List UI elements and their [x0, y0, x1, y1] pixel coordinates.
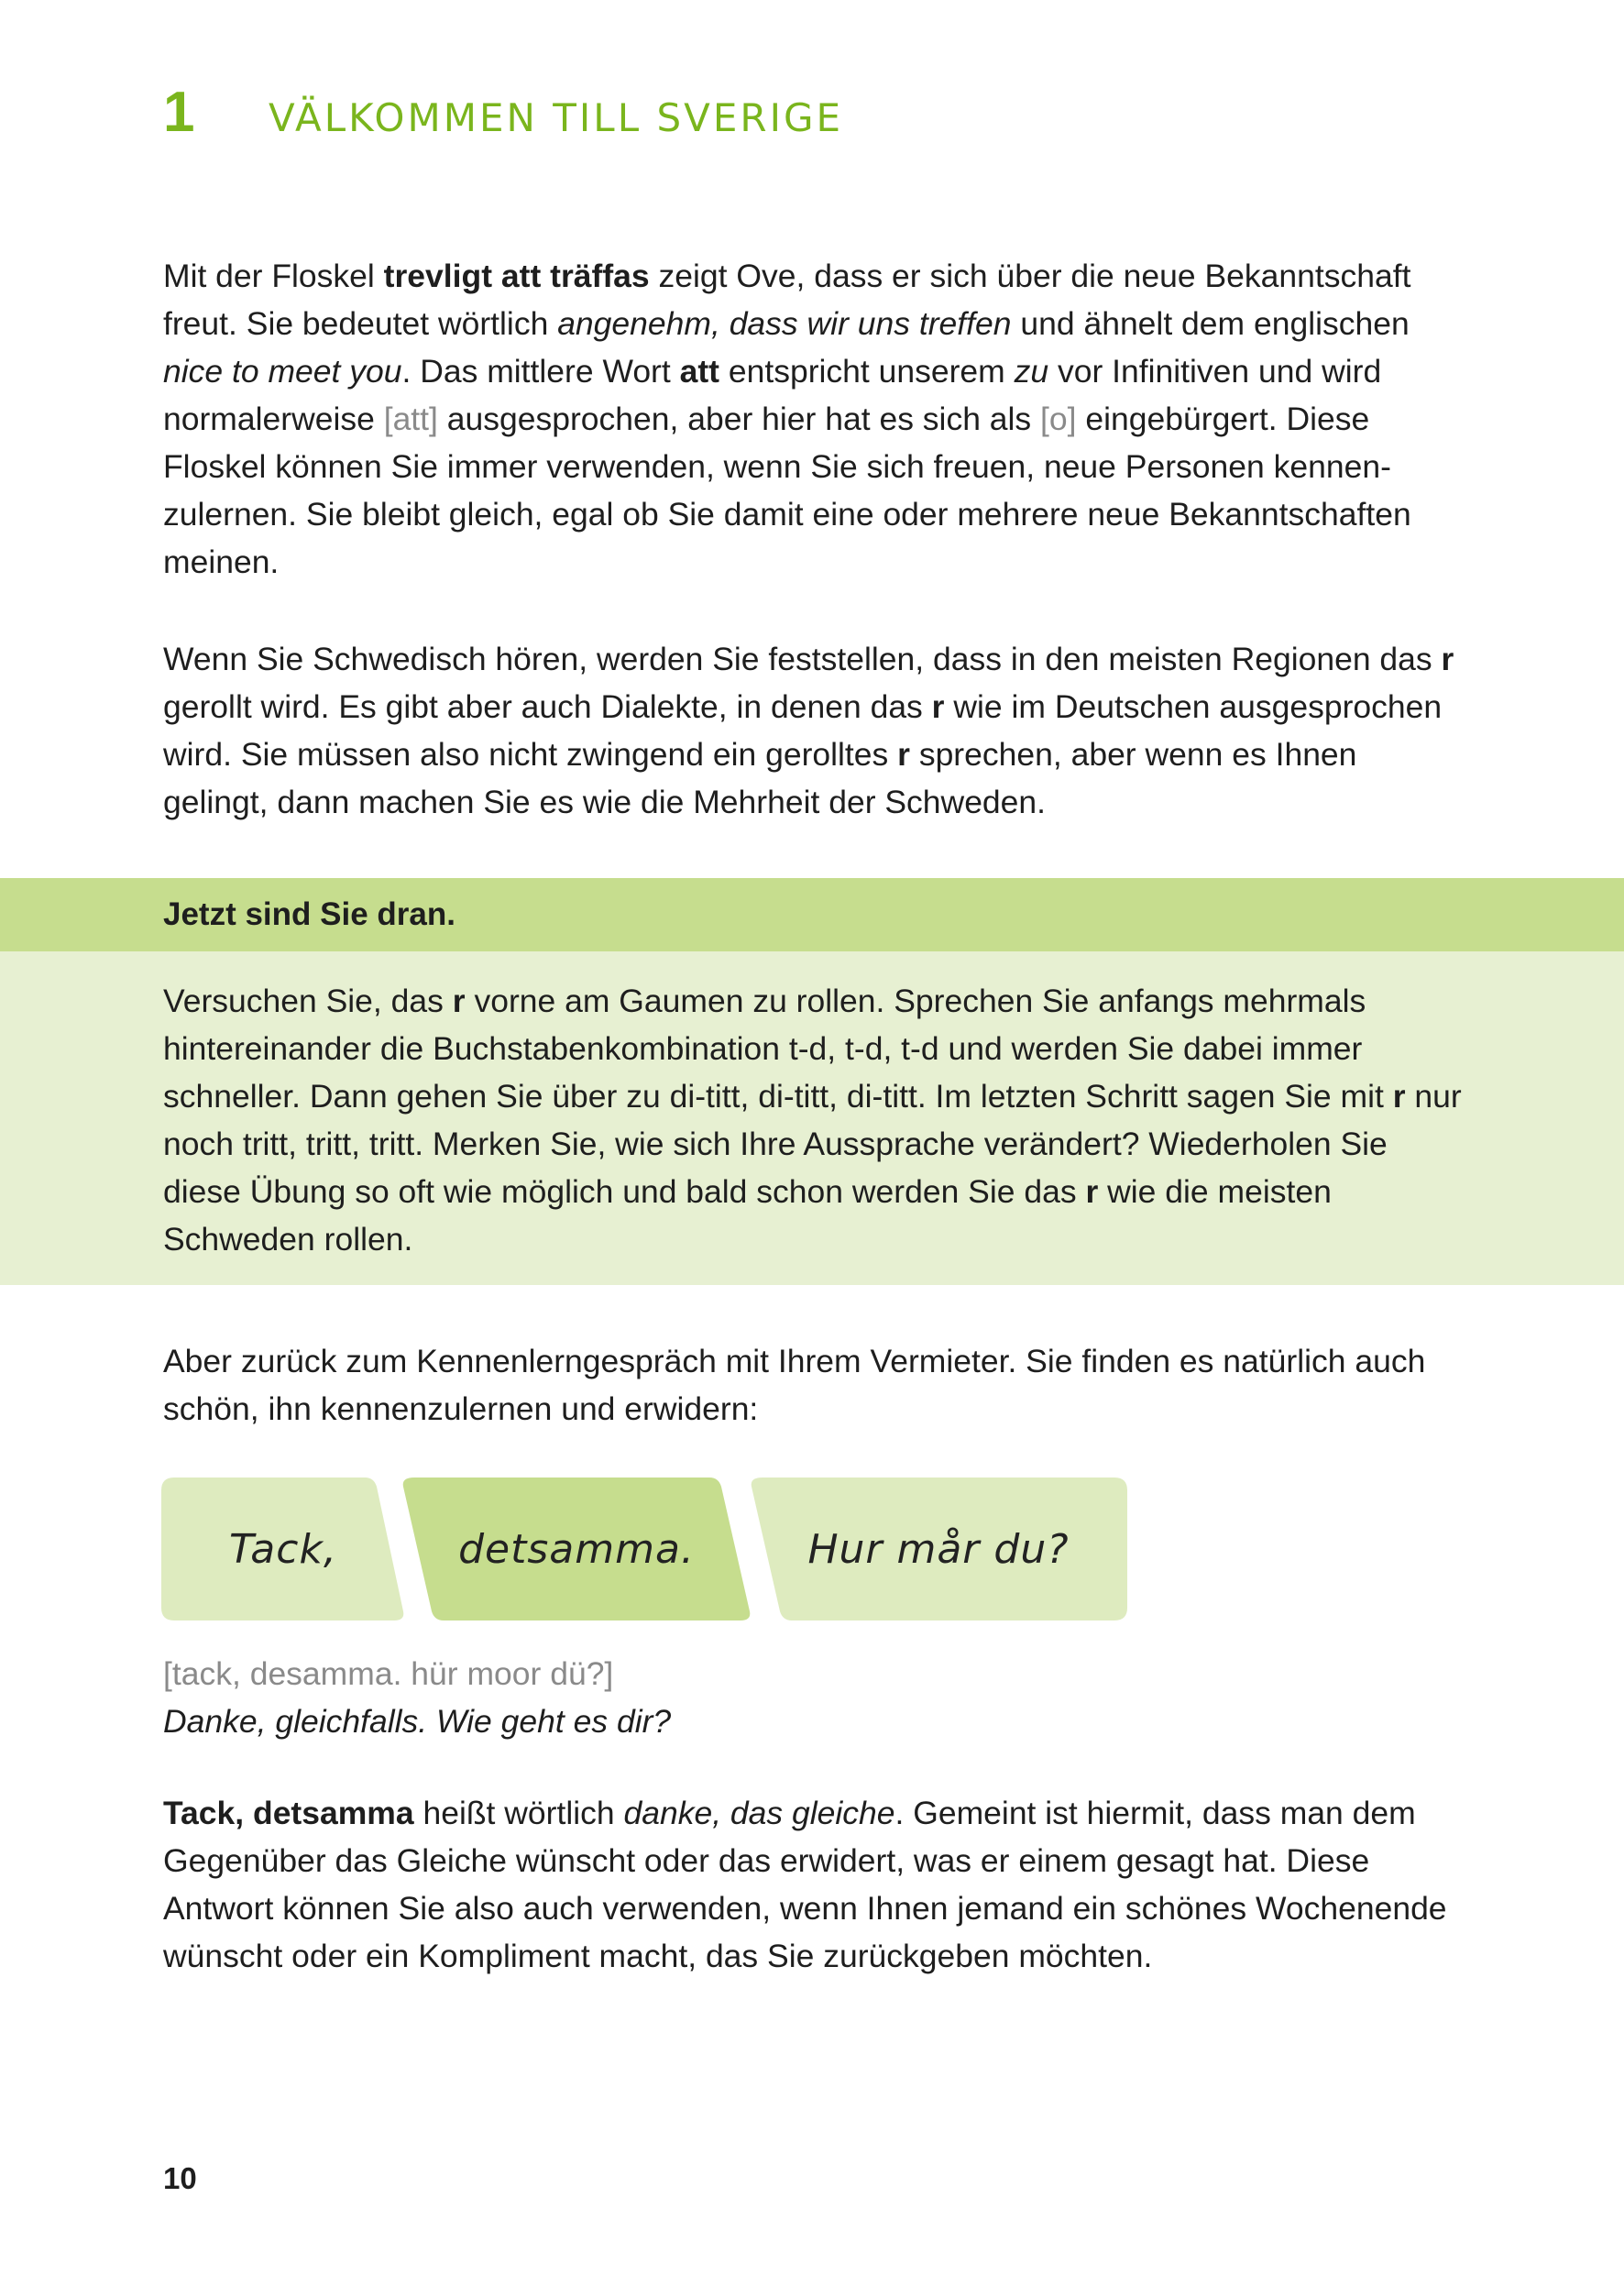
tile-text: Hur mår du? [807, 1525, 1070, 1573]
text: zeigt Ove, dass er sich über die neue Bekanntschaft freut. Sie bedeutet wörtlich [163, 258, 1411, 342]
bold-term: r [452, 983, 466, 1019]
paragraph-detsamma [163, 1789, 1465, 1980]
text: heißt wörtlich [413, 1795, 624, 1831]
text: wie im Deutschen ausgesprochen wird. Sie müssen also nicht zwingend ein gerolltes [163, 688, 1443, 773]
text: wie die meisten Schweden rollen. [163, 1173, 1332, 1258]
text: Mit der Floskel [163, 258, 384, 294]
chapter-number: 1 [163, 81, 195, 144]
text: vor Infinitiven und wird normalerweise [163, 353, 1382, 437]
phonetic: [o] [1040, 401, 1077, 437]
bold-term: r [931, 688, 945, 725]
paragraph-trevligt [163, 252, 1465, 586]
chapter-title: VÄLKOMMEN TILL SVERIGE [269, 95, 844, 140]
translation: Danke, gleichfalls. Wie geht es dir? [163, 1703, 672, 1740]
text: nur noch tritt, tritt, tritt. Merken Sie, wie sich Ihre Aussprache verändert? Wiederholen Sie diese Übung so oft wie möglich und bald schon werden Sie das [163, 1078, 1462, 1210]
text: und ähnelt dem englischen [1011, 305, 1410, 342]
bold-term: r [1441, 641, 1454, 677]
exercise-title: Jetzt sind Sie dran. [163, 896, 455, 932]
text: gerollt wird. Es gibt aber auch Dialekte, in denen das [163, 688, 932, 725]
exercise-header [0, 878, 1624, 951]
pronunciation: [tack, desamma. hür moor dü?] [163, 1655, 614, 1692]
italic-term: danke, das gleiche [623, 1795, 895, 1831]
text: . Das mittlere Wort [401, 353, 680, 390]
bold-term: r [897, 736, 910, 773]
paragraph-rolled-r [163, 635, 1465, 826]
phrase-tile-tack [161, 1478, 405, 1620]
italic-term: angenehm, dass wir uns treffen [557, 305, 1012, 342]
text: . Gemeint ist hiermit, dass man dem Gegenüber das Gleiche wünscht oder das erwidert, was er einem gesagt hat. Diese Antwort können Sie also auch verwenden, wenn Ihnen jemand ein schönes Wochenende wünscht oder ein Kompliment macht, das Sie zurückgeben möchten. [163, 1795, 1447, 1974]
bold-term: r [1085, 1173, 1099, 1210]
text: sprechen, aber wenn es Ihnen gelingt, dann machen Sie es wie die Mehrheit der Schweden. [163, 736, 1357, 820]
tile-text: detsamma. [458, 1525, 695, 1573]
italic-term: nice to meet you [163, 353, 402, 390]
text: vorne am Gaumen zu rollen. Sprechen Sie anfangs mehrmals hintereinander die Buchstabenkombination t-d, t-d, t-d und werden Sie dabei immer schneller. Dann gehen Sie über zu di-titt, di-titt, di-titt. Im letzten Schritt sagen Sie mit [163, 983, 1393, 1115]
exercise-text [163, 977, 1465, 1263]
phrase-tile-hur-mar-du [750, 1478, 1127, 1620]
phrase-tile-detsamma [401, 1478, 752, 1620]
bold-term: Tack, detsamma [163, 1795, 414, 1831]
text: Wenn Sie Schwedisch hören, werden Sie feststellen, dass in den meisten Regionen das [163, 641, 1442, 677]
text: ausgesprochen, aber hier hat es sich als [437, 401, 1041, 437]
text: eingebürgert. Diese Floskel können Sie immer verwenden, wenn Sie sich freuen, neue Personen kennenzulernen. Sie bleibt gleich, egal ob Sie damit eine oder mehrere neue Bekanntschaften meinen. [163, 401, 1411, 580]
bold-term: trevligt att träffas [383, 258, 650, 294]
phrase-tiles [0, 1478, 1624, 1620]
italic-term: zu [1014, 353, 1049, 390]
text: entspricht unserem [719, 353, 1015, 390]
text: Versuchen Sie, das [163, 983, 453, 1019]
bold-term: att [679, 353, 719, 390]
bold-term: r [1392, 1078, 1406, 1115]
phonetic: [att] [383, 401, 438, 437]
tile-text: Tack, [229, 1525, 337, 1573]
page-number: 10 [163, 2161, 197, 2195]
exercise-body [0, 951, 1624, 1285]
paragraph-reply-intro: Aber zurück zum Kennenlerngespräch mit Ihrem Vermieter. Sie finden es natürlich auch schön, ihn kennenzulernen und erwidern: [163, 1343, 1426, 1427]
